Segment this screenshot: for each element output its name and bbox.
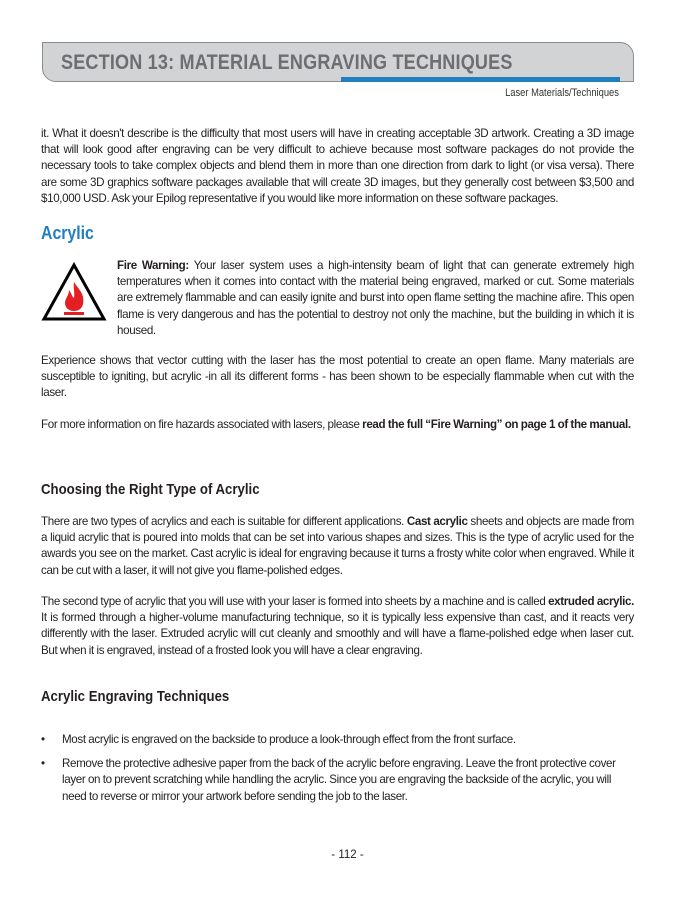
extruded-acrylic-term: extruded acrylic. [548,595,634,608]
section-title: SECTION 13: MATERIAL ENGRAVING TECHNIQUES [61,51,513,74]
fire-warning-text [117,258,634,339]
section-subtitle: Laser Materials/Techniques [505,87,619,99]
text: It is formed through a higher-volume manufacturing technique, so it is typically less expensive than cast, and it reacts very differently with the laser. Extruded acrylic will cut cleanly and smoothly and will have a flame-polished edge when laser cut. But when it is engraved, instead of a frosted look you will have a clear engraving. [41,611,634,657]
acrylic-paragraph-1: Experience shows that vector cutting with the laser has the most potential to create an open flame. Many materials are susceptible to igniting, but acrylic -in all its different forms - has been shown to be especially flammable when cut with the laser. [41,354,634,400]
cast-acrylic-term: Cast acrylic [406,515,468,528]
text: There are two types of acrylics and each is suitable for different applications. [41,515,407,528]
list-item: • Most acrylic is engraved on the backside to produce a look-through effect from the front surface. [41,732,634,748]
page-number: - 112 - [331,849,364,861]
acrylic-paragraph-2 [41,417,634,433]
text: sheets and objects are made from a liquid acrylic that is poured into molds that can be set into various shapes and sizes. This is the type of acrylic used for the awards you see on the market. Cast acrylic is ideal for engraving because it turns a frosty white color when engraved. While it can be cut with a laser, it will not give you flame-polished edges. [41,515,634,577]
choosing-heading: Choosing the Right Type of Acrylic [41,481,260,498]
intro-paragraph: it. What it doesn't describe is the difficulty that most users will have in creating acceptable 3D artwork. Creating a 3D image that will look good after engraving can be very difficult to achieve because most software packages do not provide the necessary tools to take complex objects and blend them in more than one direction from dark to light (or visa versa). There are some 3D graphics software packages available that will create 3D images, but they generally cost between $3,500 and $10,000 USD. Ask your Epilog representative if you would like more information on these software packages. [41,127,634,205]
acrylic-heading: Acrylic [41,223,94,243]
list-item: • Remove the protective adhesive paper from the back of the acrylic before engraving. Leave the front protective cover layer on to prevent scratching while handling the acrylic. Since you are engraving the backside of the acrylic, you will need to reverse or mirror your artwork before sending the job to the laser. [41,756,634,805]
techniques-heading: Acrylic Engraving Techniques [41,688,230,705]
choosing-paragraph-2 [41,594,634,659]
text: The second type of acrylic that you will use with your laser is formed into sheets by a machine and is called [41,595,549,608]
fire-warning-label: Fire Warning: [117,259,189,272]
section-header [42,42,634,82]
choosing-paragraph-1 [41,514,634,579]
techniques-list [41,732,634,813]
fire-warning-reference: read the full “Fire Warning” on page 1 of the manual. [362,418,631,431]
fire-warning-icon [41,262,107,322]
header-accent-bar [341,77,620,82]
para2-text: For more information on fire hazards associated with lasers, please [41,418,363,431]
fire-warning-body: Your laser system uses a high-intensity beam of light that can generate extremely high temperatures when it comes into contact with the material being engraved, marked or cut. Some materials are extremely flammable and can easily ignite and burst into open flame setting the machine afire. This open flame is very dangerous and has the potential to destroy not only the machine, but the building in which it is housed. [117,259,635,337]
